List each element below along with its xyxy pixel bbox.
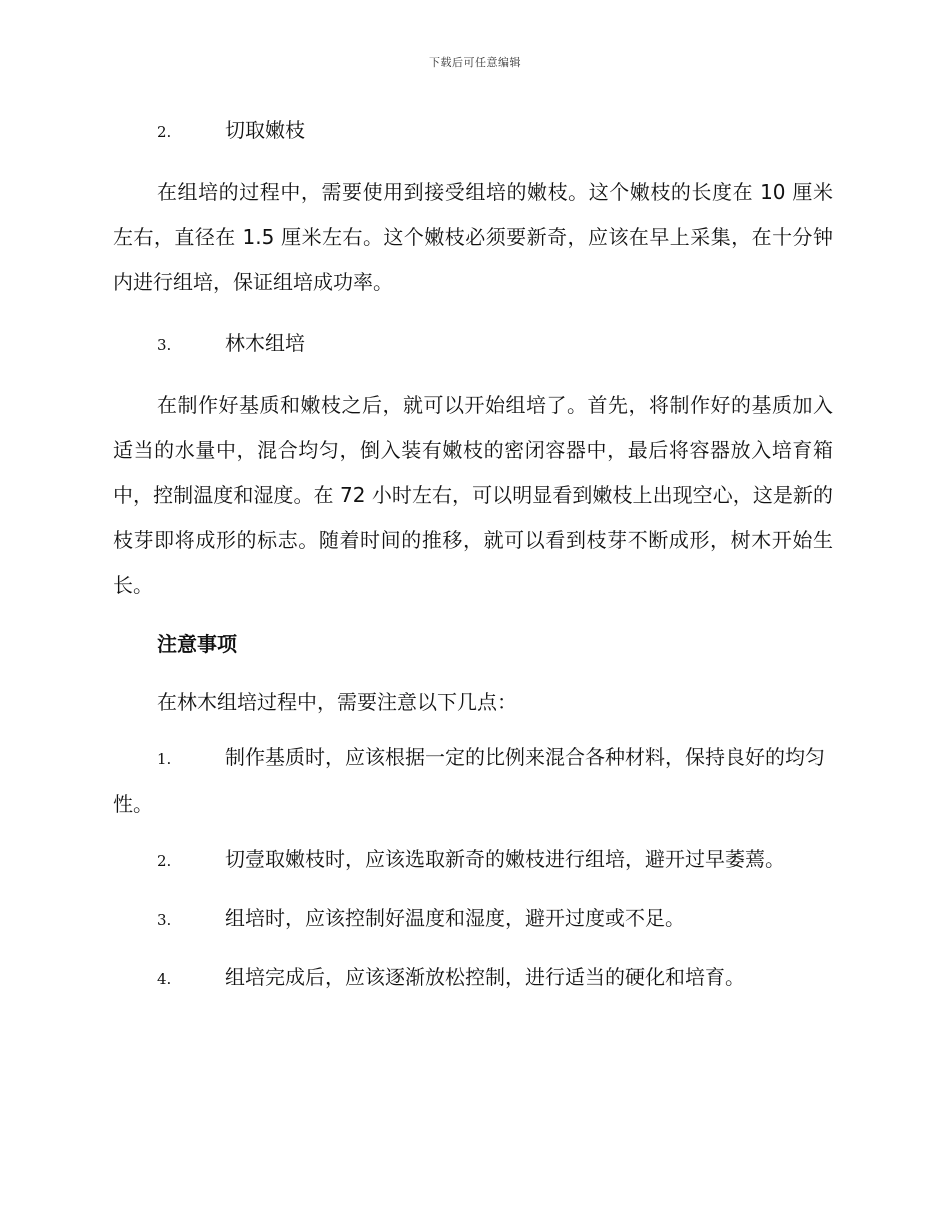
- notes-item-2-number: 2.: [157, 852, 172, 870]
- notes-item-2-text: 切壹取嫩枝时，应该选取新奇的嫩枝进行组培，避开过早萎蔫。: [225, 847, 785, 871]
- document-body: [113, 112, 833, 1002]
- notes-title: 注意事项: [157, 632, 237, 656]
- notes-item-3-number: 3.: [157, 911, 172, 929]
- section-cut-number: 2.: [157, 123, 172, 141]
- notes-item-4: [113, 955, 833, 1002]
- section-culture-paragraph: 在制作好基质和嫩枝之后，就可以开始组培了。首先，将制作好的基质加入适当的水量中，混合均匀，倒入装有嫩枝的密闭容器中，最后将容器放入培育箱中，控制温度和湿度。在 72 小时左右，可以明显看到嫩枝上出现空心，这是新的枝芽即将成形的标志。随着时间的推移，就可以看到枝芽不断成形，树木开始生长。: [113, 393, 833, 597]
- notes-item-2: [113, 837, 833, 884]
- notes-item-1: [113, 735, 833, 827]
- notes-item-4-number: 4.: [157, 970, 172, 988]
- section-culture-heading: [157, 325, 833, 363]
- notes-item-3: [113, 896, 833, 943]
- header-note: 下载后可任意编辑: [429, 56, 521, 69]
- section-cut-heading: [157, 112, 833, 150]
- section-cut-title: 切取嫩枝: [225, 118, 305, 142]
- notes-item-1-text: 制作基质时，应该根据一定的比例来混合各种材料，保持良好的均匀性。: [113, 745, 825, 816]
- notes-item-1-number: 1.: [157, 750, 172, 768]
- notes-item-4-text: 组培完成后，应该逐渐放松控制，进行适当的硬化和培育。: [225, 965, 745, 989]
- notes-intro: 在林木组培过程中，需要注意以下几点：: [157, 690, 517, 714]
- section-cut-paragraph: 在组培的过程中，需要使用到接受组培的嫩枝。这个嫩枝的长度在 10 厘米左右，直径在 1.5 厘米左右。这个嫩枝必须要新奇，应该在早上采集，在十分钟内进行组培，保证组培成功率。: [113, 180, 833, 294]
- notes-item-3-text: 组培时，应该控制好温度和湿度，避开过度或不足。: [225, 906, 685, 930]
- section-culture-number: 3.: [157, 336, 172, 354]
- section-culture-title: 林木组培: [225, 331, 305, 355]
